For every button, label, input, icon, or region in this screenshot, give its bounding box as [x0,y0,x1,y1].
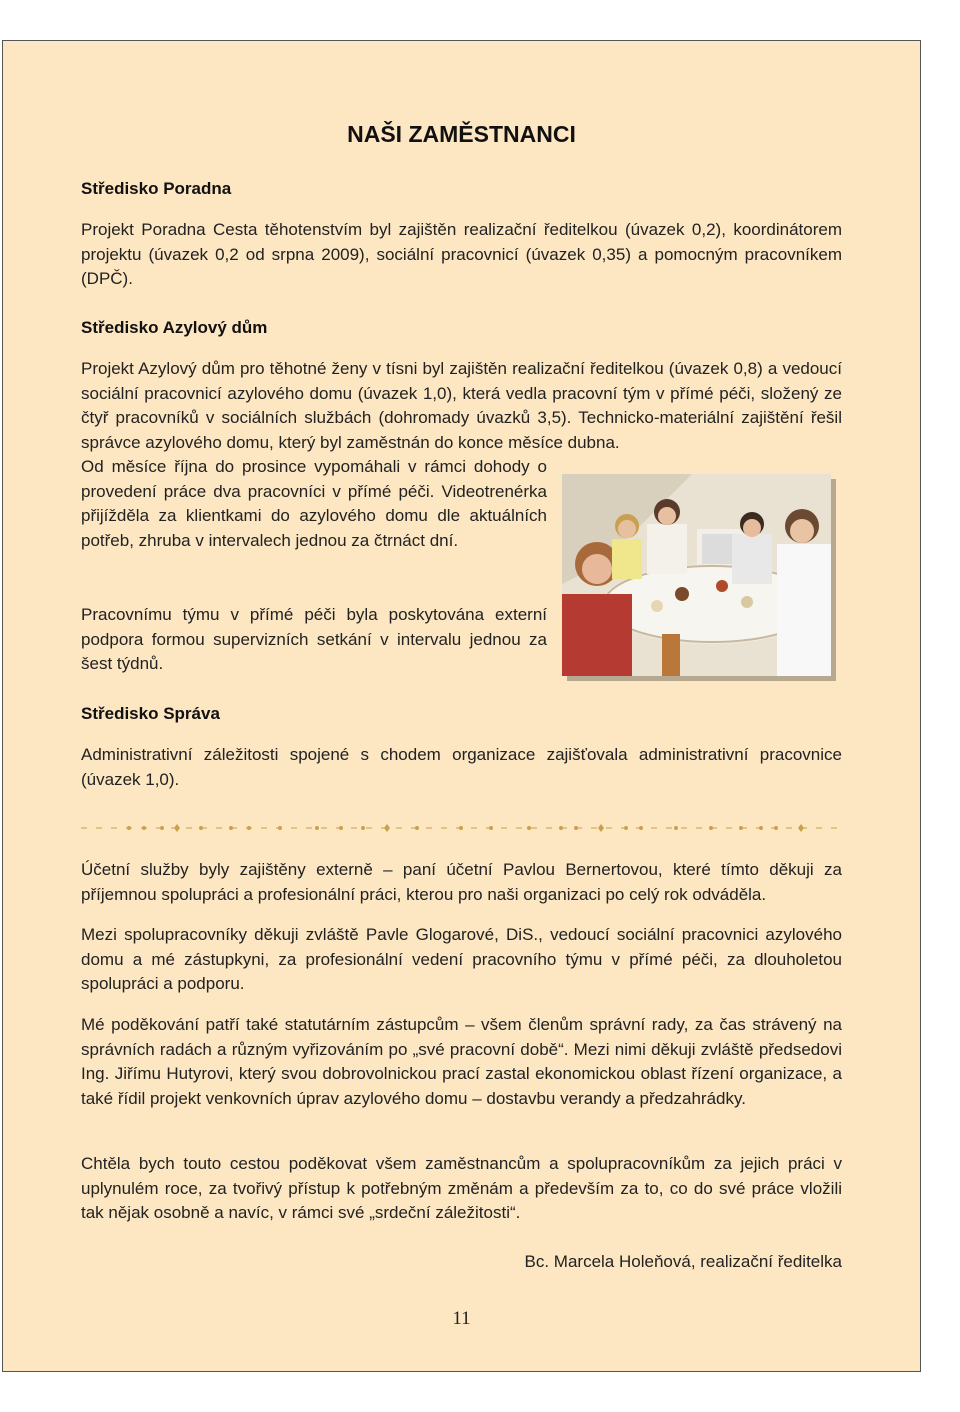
paragraph-azylovy-dum: Projekt Azylový dům pro těhotné ženy v tísni byl zajištěn realizační ředitelkou (úvazek 0,8) a vedoucí sociální pracovnicí azylového domu (úvazek 1,0), která vedla pracovní tým v přímé péči, složený ze čtyř pracovníků v sociálních službách (dohromady úvazků 3,5). Technicko-materiální zajištění řešil správce azylového domu, který byl zaměstnán do konce měsíce dubna. [81,359,842,452]
team-photo [562,474,831,676]
paragraph-support: Pracovnímu týmu v přímé péči byla poskytována externí podpora formou supervizních setkání v intervalu jednou za šest týdnů. [81,605,547,674]
page-title: NAŠI ZAMĚSTNANCI [347,121,576,147]
thanks-paragraph: Mezi spolupracovníky děkuji zvláště Pavle Glogarové, DiS., vedoucí sociální pracovnici azylového domu a mé zástupkyni, za profesionální vedení pracovního týmu v přímé péči, za dlouholetou spolupráci a podporu. [81,925,842,994]
paragraph-sprava: Administrativní záležitosti spojené s chodem organizace zajišťovala administrativní pracovnice (úvazek 1,0). [81,745,842,789]
thanks-paragraph: Účetní služby byly zajištěny externě – paní účetní Pavlou Bernertovou, které tímto děkuji za příjemnou spolupráci a profesionální práci, kterou pro naši organizaci po celý rok odváděla. [81,860,842,904]
paragraph-poradna: Projekt Poradna Cesta těhotenstvím byl zajištěn realizační ředitelkou (úvazek 0,2), koordinátorem projektu (úvazek 0,2 od srpna 2009), sociální pracovnicí (úvazek 0,35) a pomocným pracovníkem (DPČ). [81,220,842,289]
page-content [81,41,842,1371]
page-number: 11 [452,1308,471,1329]
thanks-paragraph: Mé poděkování patří také statutárním zástupcům – všem členům správní rady, za čas strávený na správních radách a různým vyřizováním po „své pracovní době“. Mezi nimi děkuji zvláště předsedovi Ing. Jiřímu Hutyrovi, který svou dobrovolnickou prací zastal ekonomickou oblast řízení organizace, a také řídil projekt venkovních úprav azylového domu – dostavbu verandy a předzahrádky. [81,1015,842,1108]
thanks-paragraph: Chtěla bych touto cestou poděkovat všem zaměstnancům a spolupracovníkům za jejich práci v uplynulém roce, za tvořivý přístup k potřebným změnám a především za to, co do své práce vložili tak nějak osobně a navíc, v rámci své „srdeční záležitosti“. [81,1154,842,1223]
paragraph-azylovy-dum-wrap: Od měsíce října do prosince vypomáhali v rámci dohody o provedení práce dva pracovníci v přímé péči. Videotrenérka přijížděla za klientkami do azylového domu dle aktuálních potřeb, zhruba v intervalech jednou za čtrnáct dní. [81,457,547,550]
ornamental-divider [81,824,842,832]
heading-poradna: Středisko Poradna [81,179,232,198]
heading-sprava: Středisko Správa [81,704,220,723]
document-page [2,40,921,1372]
heading-azylovy-dum: Středisko Azylový dům [81,318,268,337]
signature: Bc. Marcela Holeňová, realizační ředitelka [524,1252,842,1271]
